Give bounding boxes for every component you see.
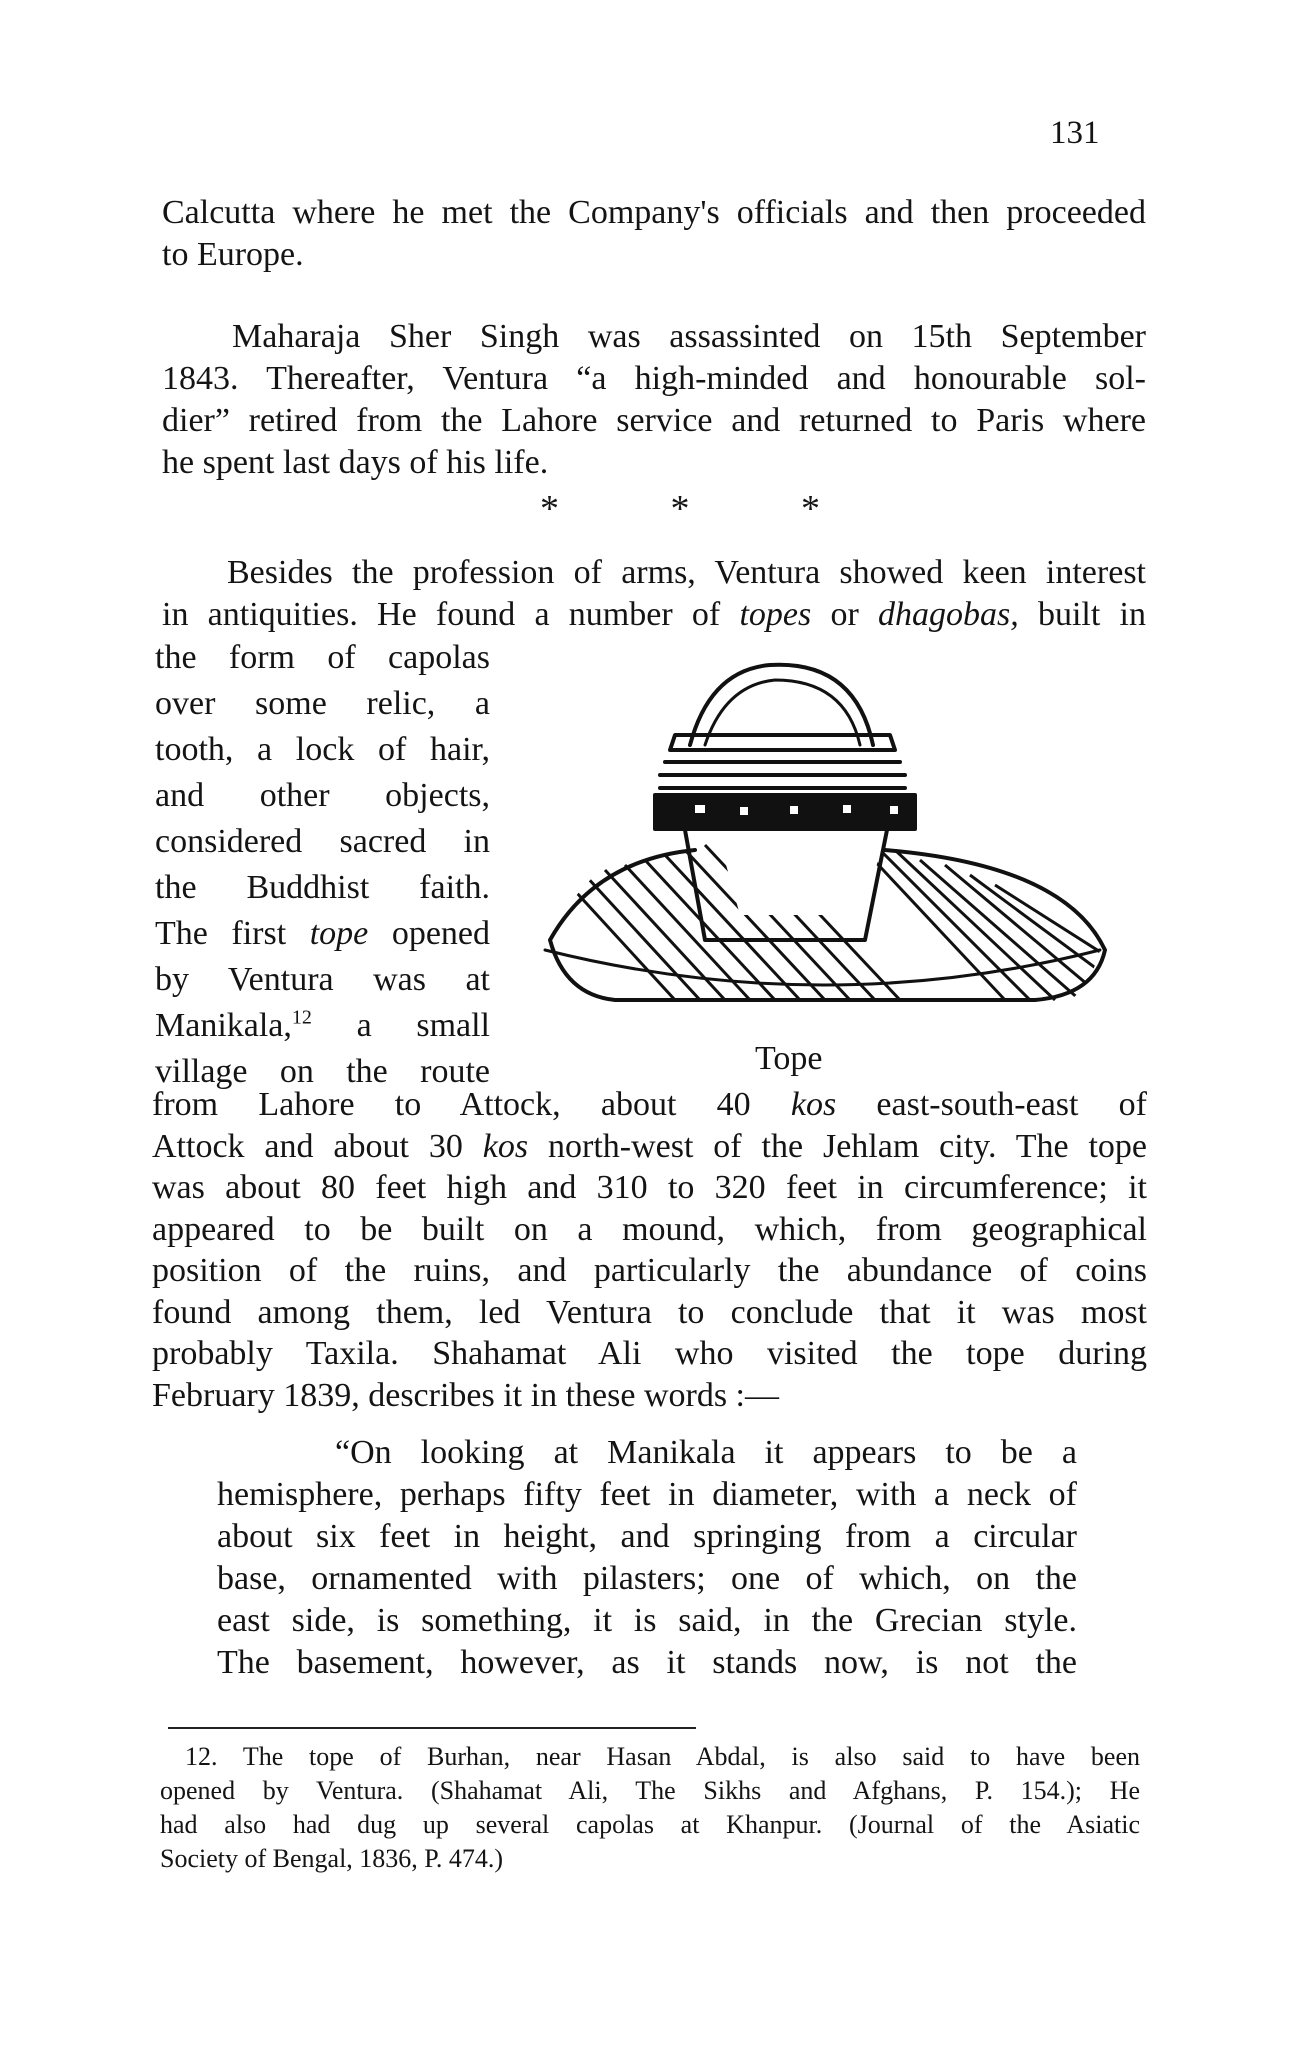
- paragraph-3: [162, 552, 1146, 636]
- text-line: he spent last days of his life.: [162, 444, 549, 481]
- text-line: the Buddhist faith.: [155, 869, 490, 906]
- text-line: dier” retired from the Lahore service and returned to Paris where: [162, 402, 1146, 439]
- italic-term: dhagobas,: [878, 596, 1019, 633]
- text-line: hemisphere, perhaps fifty feet in diameter, with a neck of: [217, 1476, 1077, 1513]
- dark-band: [655, 795, 915, 829]
- text-line: appeared to be built on a mound, which, from geographical: [152, 1210, 1147, 1248]
- footnote-ref[interactable]: 12: [291, 1006, 312, 1029]
- text-line: considered sacred in: [155, 823, 490, 860]
- asterisk: *: [801, 488, 820, 530]
- text-line: village on the route: [155, 1053, 490, 1090]
- text-line: the form of capolas: [155, 639, 490, 676]
- figure-caption: Tope: [755, 1040, 823, 1077]
- italic-term: tope: [309, 915, 369, 952]
- paragraph-4: [152, 1084, 1147, 1416]
- text-line: 12. The tope of Burhan, near Hasan Abdal, is also said to have been: [185, 1742, 1140, 1771]
- text-run: north-west of the Jehlam city. The tope: [548, 1127, 1148, 1165]
- text-line: “On looking at Manikala it appears to be a: [335, 1434, 1077, 1471]
- text-run: a small: [356, 1007, 490, 1044]
- text-line: found among them, led Ventura to conclude that it was most: [152, 1293, 1147, 1331]
- text-line: The basement, however, as it stands now, is not the: [217, 1644, 1077, 1681]
- italic-term: topes: [739, 596, 812, 633]
- italic-term: kos: [790, 1086, 837, 1123]
- text-line: probably Taxila. Shahamat Ali who visited the tope during: [152, 1335, 1147, 1372]
- text-line: had also had dug up several capolas at Khanpur. (Journal of the Asiatic: [160, 1810, 1140, 1839]
- dome-handle: [690, 665, 873, 745]
- text-line: east side, is something, it is said, in the Grecian style.: [217, 1602, 1077, 1639]
- text-line: position of the ruins, and particularly the abundance of coins: [152, 1252, 1147, 1289]
- text-line: [155, 1003, 490, 1049]
- text-run: The first: [155, 915, 287, 952]
- text-line: Besides the profession of arms, Ventura showed keen interest: [227, 554, 1146, 591]
- text-line: by Ventura was at: [155, 961, 490, 998]
- text-line: base, ornamented with pilasters; one of which, on the: [217, 1560, 1077, 1597]
- text-line: Maharaja Sher Singh was assassinted on 15th September: [232, 318, 1146, 355]
- text-run: opened: [391, 915, 490, 952]
- asterisk: *: [670, 488, 690, 530]
- page-number: 131: [1050, 115, 1100, 151]
- text-line: Society of Bengal, 1836, P. 474.): [160, 1844, 504, 1873]
- section-separator: [540, 487, 820, 531]
- text-line: over some relic, a: [155, 685, 490, 722]
- text-line: was about 80 feet high and 310 to 320 feet in circumference; it: [152, 1169, 1147, 1206]
- text-run: in antiquities. He found a number of: [162, 596, 721, 633]
- paragraph-1: [162, 192, 1146, 276]
- paragraph-2: [162, 316, 1146, 484]
- text-line: [152, 1084, 1147, 1126]
- tope-illustration: [525, 650, 1120, 1040]
- text-line: 1843. Thereafter, Ventura “a high-minded and honourable sol-: [162, 360, 1146, 397]
- text-run: [155, 1007, 312, 1044]
- footnote-divider: [168, 1727, 696, 1729]
- place-name: Manikala,: [155, 1007, 292, 1044]
- text-run: or: [830, 596, 859, 633]
- text-line: tooth, a lock of hair,: [155, 731, 490, 768]
- wrapped-paragraph: [155, 635, 490, 1095]
- text-line: [152, 1126, 1147, 1168]
- text-line: about six feet in height, and springing from a circular: [217, 1518, 1077, 1555]
- text-run: from Lahore to Attock, about 40: [152, 1086, 751, 1123]
- text-run: Attock and about 30: [152, 1127, 463, 1165]
- text-line: [162, 594, 1146, 636]
- asterisk: *: [540, 488, 559, 530]
- text-line: [155, 911, 490, 957]
- text-run: built in: [1037, 596, 1146, 633]
- text-line: February 1839, describes it in these words :—: [152, 1376, 779, 1414]
- text-line: and other objects,: [155, 777, 490, 814]
- italic-term: kos: [482, 1127, 529, 1165]
- text-run: east-south-east of: [876, 1086, 1148, 1123]
- text-line: opened by Ventura. (Shahamat Ali, The Sikhs and Afghans, P. 154.); He: [160, 1776, 1140, 1805]
- block-quote: [217, 1432, 1077, 1684]
- footnote-12: [160, 1740, 1140, 1876]
- text-line: Calcutta where he met the Company's officials and then proceeded: [162, 194, 1146, 231]
- text-line: to Europe.: [162, 236, 304, 273]
